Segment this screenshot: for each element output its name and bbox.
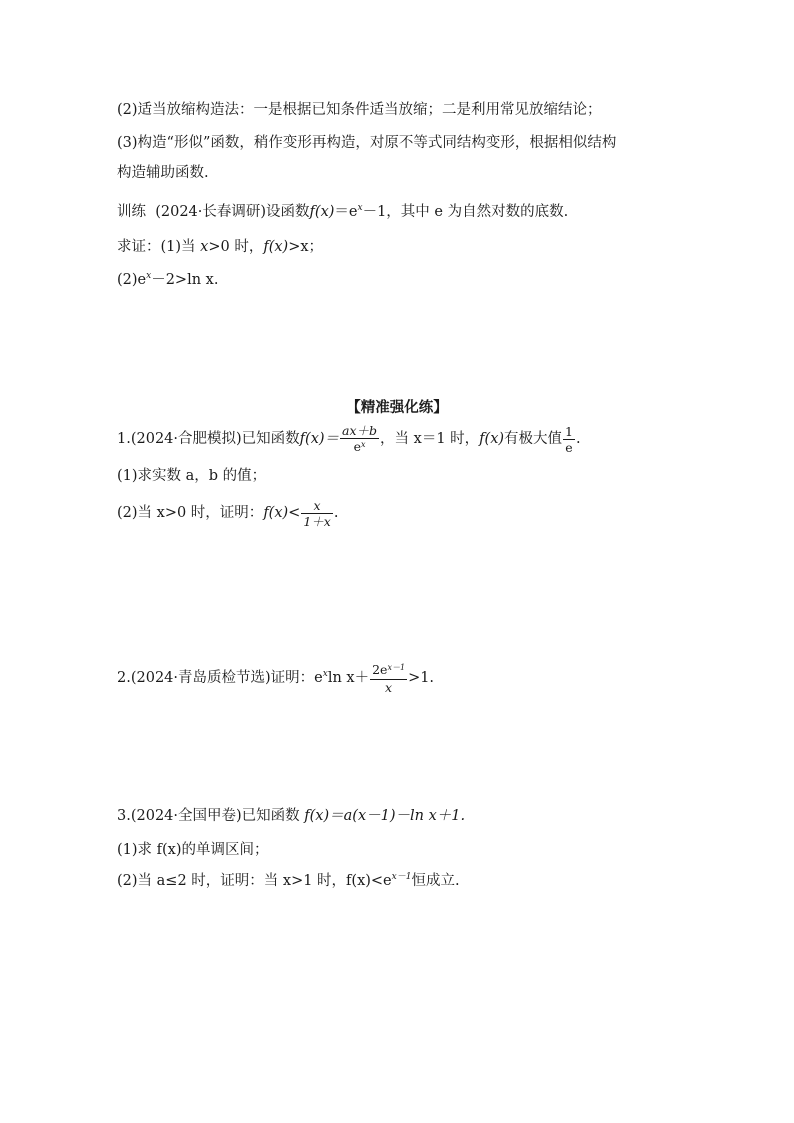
problem1-fx: f(x)＝ bbox=[299, 431, 340, 447]
training-statement bbox=[117, 202, 568, 224]
training-q1-fx: f(x) bbox=[263, 239, 289, 255]
problem3-q2 bbox=[117, 871, 460, 893]
training-def: ＝e bbox=[334, 204, 358, 220]
problem3-q1: (1)求 f(x)的单调区间； bbox=[117, 842, 269, 858]
problem1-end: . bbox=[575, 431, 581, 447]
problem1-q2-num: x bbox=[313, 497, 321, 513]
training-lead: 训练 bbox=[117, 204, 146, 220]
problem2-mid: ln x＋ bbox=[327, 670, 370, 686]
problem1-q2-fx: f(x)< bbox=[263, 505, 301, 521]
problem2-lead: 2.(2024·青岛质检节选)证明：e bbox=[117, 670, 323, 686]
problem1-max-fraction bbox=[563, 424, 575, 455]
problem2-sup1: x bbox=[322, 669, 328, 679]
problem3-q2-prefix: (2)当 a≤2 时，证明：当 x>1 时，f(x)<e bbox=[117, 873, 392, 889]
problem3-q2-sup: x－1 bbox=[391, 872, 412, 882]
problem1-frac-den: e bbox=[353, 438, 361, 454]
training-fx: f(x) bbox=[309, 204, 335, 220]
problem3-def: f(x)＝a(x－1)－ln x＋1. bbox=[304, 808, 466, 824]
problem1-q2 bbox=[117, 494, 338, 532]
problem1-frac-num: ax＋b bbox=[342, 422, 378, 438]
training-q2-sup: x bbox=[146, 271, 152, 281]
section-heading: 【精准强化练】 bbox=[346, 400, 448, 416]
problem1-max-num: 1 bbox=[565, 423, 573, 439]
training-source: (2024·长春调研)设函数 bbox=[155, 204, 310, 220]
training-q2 bbox=[117, 270, 218, 292]
training-q1-tail: >x； bbox=[288, 239, 324, 255]
intro-item-3-line1: (3)构造“形似”函数，稍作变形再构造，对原不等式同结构变形，根据相似结构 bbox=[117, 135, 617, 151]
training-q2-tail: －2>ln x. bbox=[151, 272, 219, 288]
problem1-statement bbox=[117, 420, 581, 458]
intro-item-2: (2)适当放缩构造法：一是根据已知条件适当放缩；二是利用常见放缩结论； bbox=[117, 102, 602, 118]
problem1-q1: (1)求实数 a，b 的值； bbox=[117, 468, 267, 484]
problem1-frac-den-sup: x bbox=[360, 439, 366, 449]
problem2-den: x bbox=[370, 679, 407, 695]
training-def-sup: x bbox=[357, 203, 363, 213]
training-q1 bbox=[117, 237, 323, 257]
problem1-q2-fraction bbox=[301, 498, 333, 529]
problem3-statement bbox=[117, 806, 465, 826]
problem2-num: 2e bbox=[372, 661, 388, 677]
problem1-tail: 有极大值 bbox=[504, 431, 563, 447]
problem2-num-sup: x－1 bbox=[387, 662, 406, 672]
problem1-mid: ，当 x＝1 时， bbox=[380, 431, 480, 447]
problem2-fraction bbox=[370, 662, 407, 695]
training-q1-mid: >0 时， bbox=[208, 239, 264, 255]
problem2-tail: >1. bbox=[408, 670, 435, 686]
problem3-lead: 3.(2024·全国甲卷)已知函数 bbox=[117, 808, 305, 824]
training-q1-x: x bbox=[200, 239, 209, 255]
problem3-q2-tail: 恒成立. bbox=[411, 873, 460, 889]
problem1-q2-prefix: (2)当 x>0 时，证明： bbox=[117, 505, 264, 521]
problem1-fx2: f(x) bbox=[479, 431, 505, 447]
problem1-lead: 1.(2024·合肥模拟)已知函数 bbox=[117, 431, 300, 447]
problem1-q2-den: 1＋x bbox=[303, 513, 331, 529]
problem1-fraction bbox=[340, 423, 379, 456]
training-q2-prefix: (2)e bbox=[117, 272, 147, 288]
problem1-q2-end: . bbox=[333, 505, 339, 521]
problem2-statement bbox=[117, 658, 434, 700]
training-def-tail: －1，其中 e 为自然对数的底数. bbox=[362, 204, 569, 220]
training-q1-prefix: 求证：(1)当 bbox=[117, 239, 201, 255]
problem1-max-den: e bbox=[563, 439, 575, 455]
intro-item-3-line2: 构造辅助函数. bbox=[117, 165, 209, 181]
